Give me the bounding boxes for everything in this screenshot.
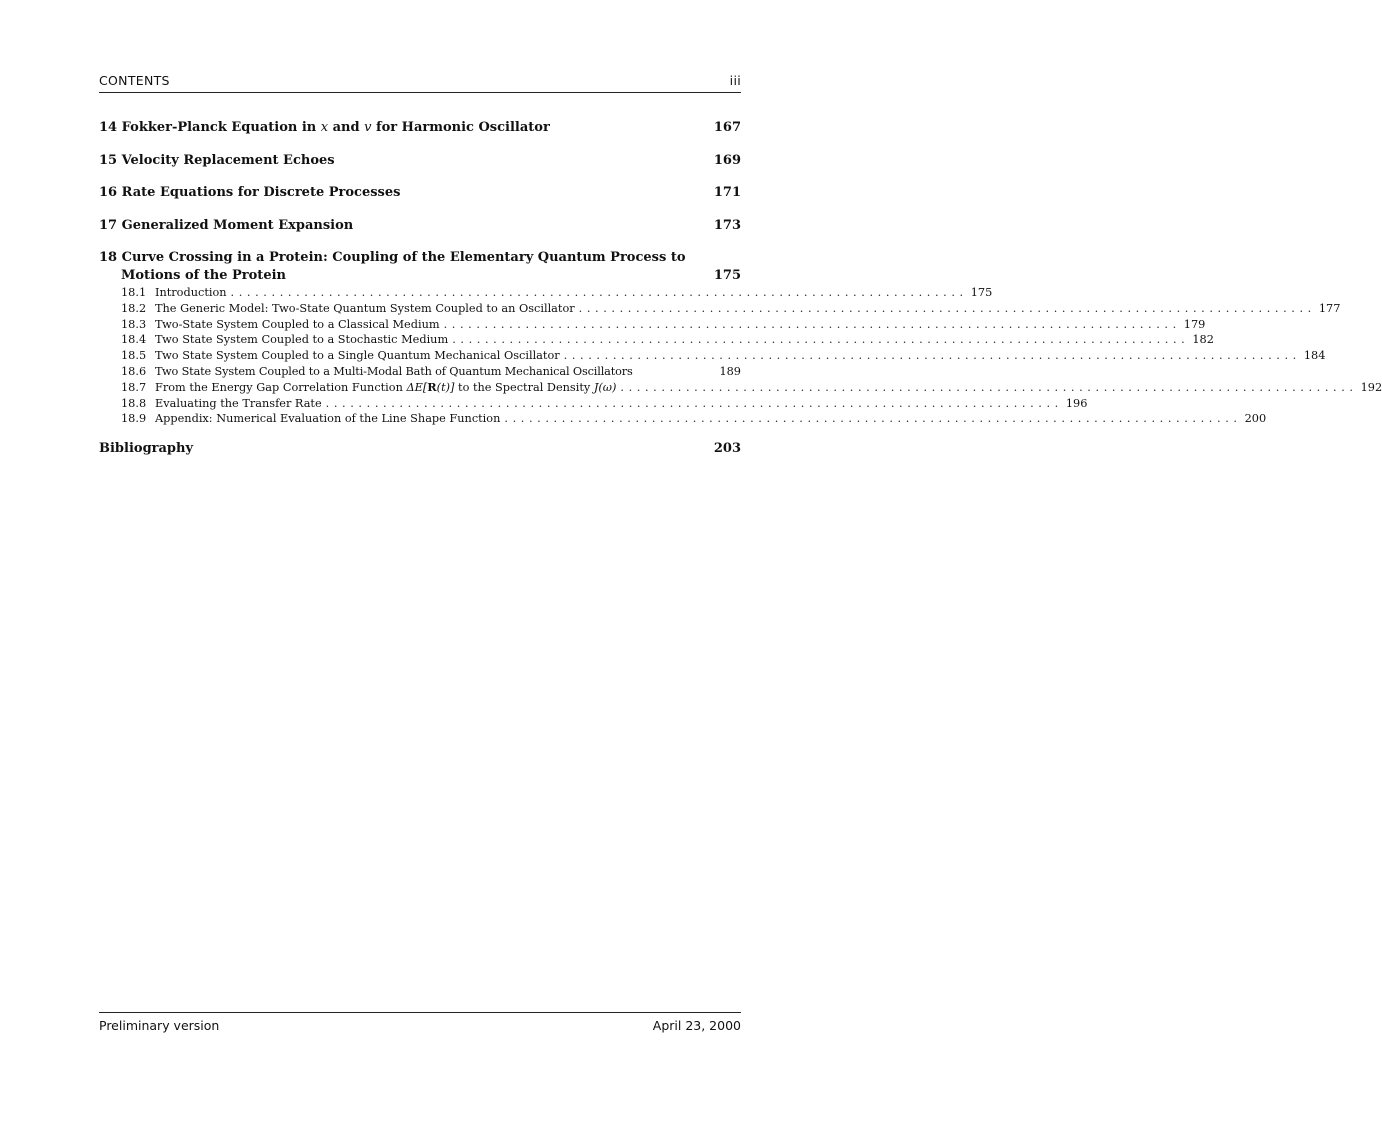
chapter-title-line1 bbox=[99, 249, 741, 267]
toc-section[interactable] bbox=[121, 379, 1382, 396]
section-title: The Generic Model: Two-State Quantum System Coupled to an Oscillator bbox=[155, 301, 575, 315]
toc-chapter-15[interactable] bbox=[99, 152, 741, 170]
chapter-title: Velocity Replacement Echoes bbox=[121, 152, 335, 168]
chapter-title: Rate Equations for Discrete Processes bbox=[121, 185, 401, 200]
section-number: 18.9 bbox=[121, 412, 147, 426]
chapter-page: 175 bbox=[713, 268, 741, 283]
section-list bbox=[99, 285, 1382, 427]
toc-section[interactable] bbox=[121, 411, 1267, 427]
math-bold-vector: R bbox=[427, 379, 437, 394]
bibliography-page: 203 bbox=[713, 441, 741, 457]
chapter-page: 167 bbox=[713, 120, 741, 135]
section-page: 200 bbox=[1244, 412, 1267, 426]
section-number: 18.3 bbox=[121, 317, 147, 331]
toc-chapter-17[interactable] bbox=[99, 217, 741, 235]
toc-chapter-18[interactable] bbox=[99, 249, 1382, 427]
section-page: 182 bbox=[1192, 333, 1214, 347]
toc-section[interactable] bbox=[121, 317, 1206, 333]
section-title-part: to the Spectral Density bbox=[454, 380, 594, 394]
toc-chapter-16[interactable] bbox=[99, 184, 741, 202]
math-variable: x bbox=[320, 120, 329, 135]
chapter-title: Generalized Moment Expansion bbox=[121, 217, 354, 233]
section-number: 18.2 bbox=[121, 301, 147, 315]
chapter-title-part: Fokker-Planck Equation in bbox=[121, 120, 321, 135]
section-title: Evaluating the Transfer Rate bbox=[155, 396, 322, 410]
toc-section[interactable] bbox=[121, 364, 741, 380]
chapter-number: 18 bbox=[99, 250, 118, 265]
chapter-page: 171 bbox=[713, 185, 741, 200]
dot-leader: .......................................................................................... bbox=[452, 333, 1190, 347]
section-number: 18.5 bbox=[121, 349, 147, 363]
chapter-title-line2 bbox=[99, 267, 741, 285]
section-page: 175 bbox=[970, 286, 993, 299]
dot-leader: .......................................................................................... bbox=[325, 396, 1063, 410]
math-part: (t)] bbox=[436, 380, 455, 394]
section-title: Appendix: Numerical Evaluation of the Line Shape Function bbox=[155, 412, 501, 426]
section-page: 184 bbox=[1303, 349, 1326, 363]
chapter-title-part: for Harmonic Oscillator bbox=[371, 120, 550, 135]
dot-leader: .......................................................................................... bbox=[443, 317, 1181, 331]
chapter-number: 15 bbox=[99, 152, 118, 168]
page-number: iii bbox=[729, 73, 741, 88]
chapter-title-continued: Motions of the Protein bbox=[121, 268, 286, 283]
toc-bibliography[interactable] bbox=[99, 440, 741, 458]
section-number: 18.6 bbox=[121, 364, 147, 378]
dot-leader: .......................................................................................... bbox=[578, 301, 1316, 315]
chapter-title bbox=[122, 119, 550, 137]
section-number: 18.7 bbox=[121, 380, 147, 394]
chapter-number: 14 bbox=[99, 120, 118, 135]
section-title: Two-State System Coupled to a Classical Medium bbox=[155, 317, 440, 331]
section-title: Two State System Coupled to a Multi-Modal Bath of Quantum Mechanical Oscillators bbox=[155, 364, 633, 378]
section-page: 177 bbox=[1318, 301, 1341, 315]
chapter-number: 16 bbox=[99, 185, 118, 200]
section-page: 196 bbox=[1065, 396, 1088, 410]
chapter-title: Curve Crossing in a Protein: Coupling of the Elementary Quantum Process to bbox=[121, 250, 686, 265]
bibliography-title: Bibliography bbox=[99, 441, 194, 457]
chapter-title-part: and bbox=[328, 120, 365, 135]
section-title: Introduction bbox=[155, 286, 227, 299]
header-rule bbox=[99, 92, 741, 93]
section-page: 192 bbox=[1360, 380, 1382, 394]
section-title bbox=[155, 380, 616, 396]
table-of-contents bbox=[99, 115, 1382, 458]
toc-section[interactable] bbox=[121, 348, 1326, 364]
math-expression bbox=[406, 381, 454, 394]
footer-version: Preliminary version bbox=[99, 1018, 220, 1033]
section-page: 189 bbox=[719, 364, 741, 378]
running-head bbox=[99, 73, 741, 91]
section-number: 18.4 bbox=[121, 333, 147, 347]
math-part: ΔE[ bbox=[406, 380, 428, 394]
toc-section[interactable] bbox=[121, 301, 1341, 317]
section-number: 18.8 bbox=[121, 396, 147, 410]
section-page: 179 bbox=[1183, 317, 1206, 331]
dot-leader: .......................................................................................... bbox=[563, 349, 1301, 363]
math-variable: v bbox=[364, 120, 372, 135]
chapter-number: 17 bbox=[99, 217, 118, 233]
footer-date: April 23, 2000 bbox=[652, 1018, 741, 1033]
section-title-part: From the Energy Gap Correlation Function bbox=[155, 380, 407, 394]
toc-section[interactable] bbox=[121, 396, 1088, 412]
toc-section[interactable] bbox=[121, 285, 993, 301]
section-title: Two State System Coupled to a Single Quantum Mechanical Oscillator bbox=[155, 349, 560, 363]
section-title: Two State System Coupled to a Stochastic Medium bbox=[155, 333, 449, 347]
math-expression: J(ω) bbox=[593, 380, 617, 394]
toc-chapter-14[interactable] bbox=[99, 119, 741, 137]
toc-section[interactable] bbox=[121, 332, 1214, 348]
dot-leader: .......................................................................................... bbox=[504, 412, 1242, 426]
section-number: 18.1 bbox=[121, 286, 147, 299]
running-head-title: CONTENTS bbox=[99, 73, 170, 88]
chapter-page: 169 bbox=[713, 152, 741, 168]
footer-rule bbox=[99, 1012, 741, 1013]
dot-leader: .......................................................................................... bbox=[230, 286, 968, 299]
page-footer bbox=[99, 1018, 741, 1036]
chapter-page: 173 bbox=[713, 217, 741, 233]
dot-leader: .......................................................................................... bbox=[620, 380, 1358, 394]
